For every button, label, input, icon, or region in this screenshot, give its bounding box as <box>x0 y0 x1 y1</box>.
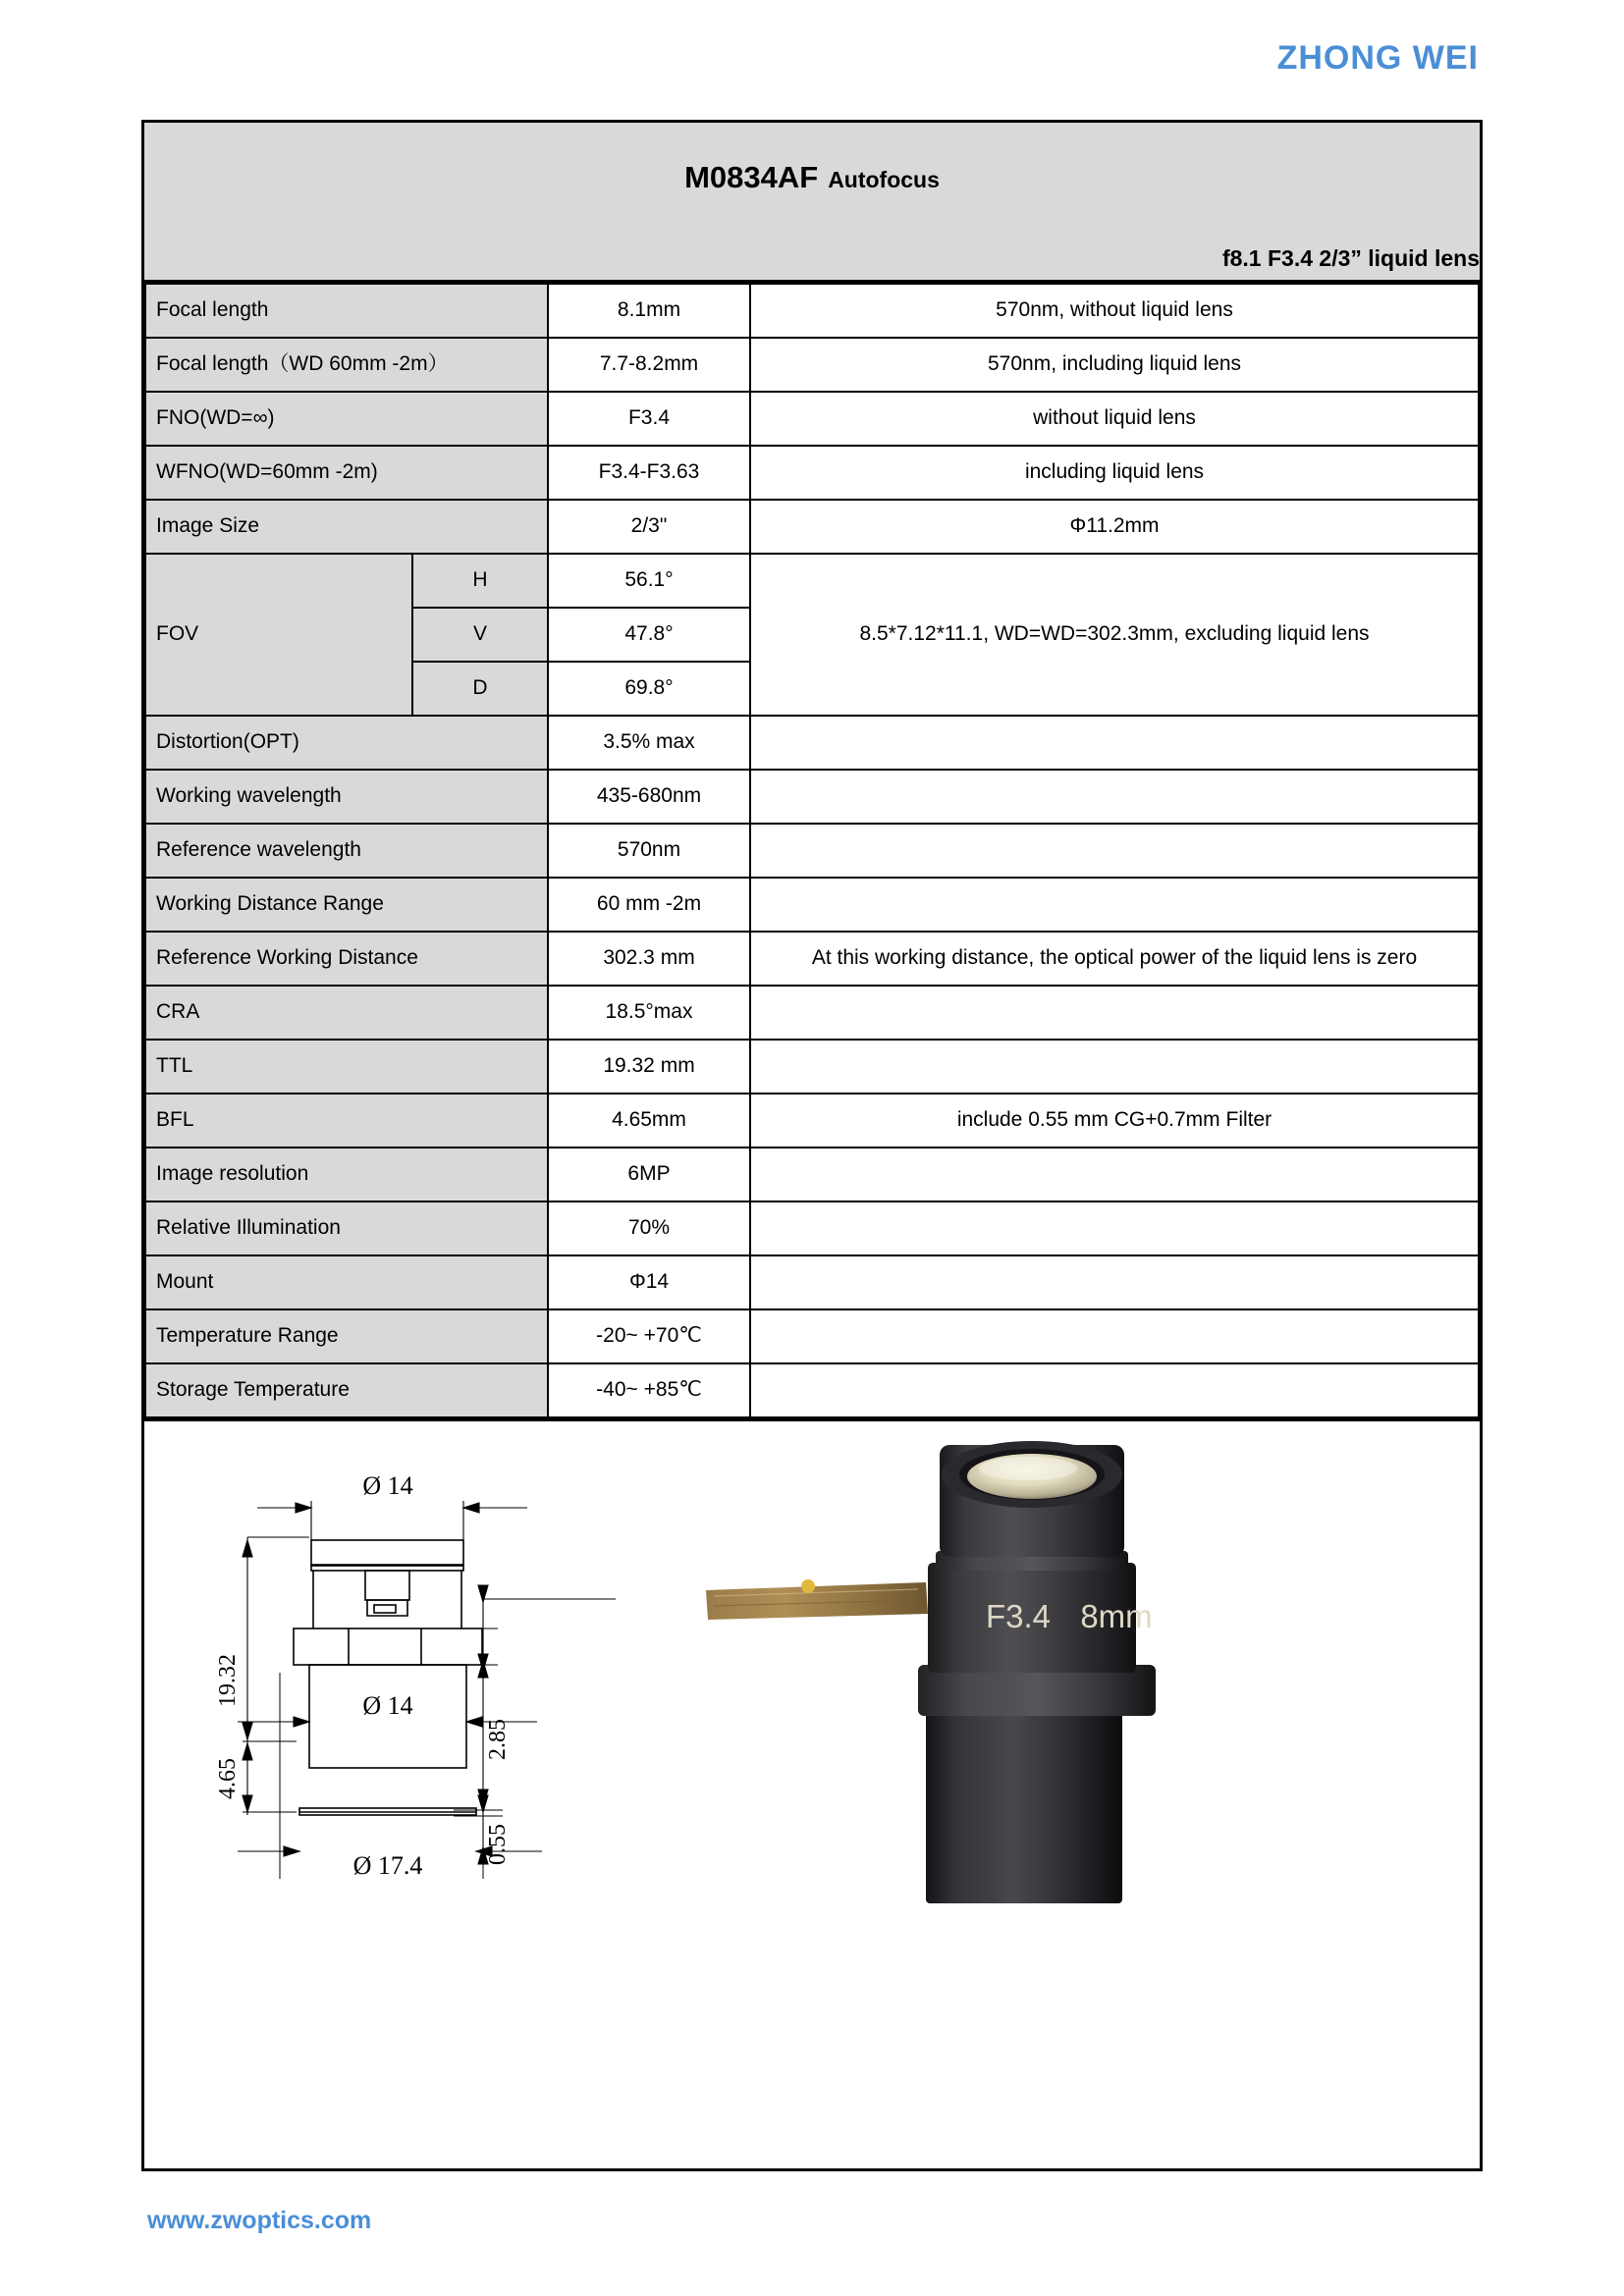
specification-table <box>144 283 1480 1418</box>
row-value: 302.3 mm <box>548 932 750 986</box>
row-value: 435-680nm <box>548 770 750 824</box>
fov-axis-value: 47.8° <box>548 608 750 662</box>
footer-website[interactable]: www.zwoptics.com <box>147 2207 372 2234</box>
row-label: Reference Working Distance <box>145 932 548 986</box>
dim-mid-diameter-label: Ø 14 <box>362 1691 413 1720</box>
row-note <box>750 1201 1479 1255</box>
model-name: M0834AF <box>684 160 819 194</box>
lens-product-image <box>694 1417 1264 1928</box>
row-note: 570nm, including liquid lens <box>750 338 1479 392</box>
table-row <box>145 824 1479 878</box>
row-label: Mount <box>145 1255 548 1309</box>
table-row <box>145 770 1479 824</box>
spec-table-body <box>145 284 1479 1417</box>
table-row <box>145 986 1479 1040</box>
row-value: 70% <box>548 1201 750 1255</box>
dim-right-lower-label: 0.55 <box>485 1824 511 1865</box>
table-row <box>145 1094 1479 1148</box>
table-row <box>145 1309 1479 1363</box>
row-note <box>750 878 1479 932</box>
table-row <box>145 932 1479 986</box>
lens-dimension-drawing <box>203 1427 616 1879</box>
row-value: 2/3" <box>548 500 750 554</box>
row-label: FNO(WD=∞) <box>145 392 548 446</box>
table-row <box>145 1040 1479 1094</box>
row-note: 570nm, without liquid lens <box>750 284 1479 338</box>
dim-bfl-label: 4.65 <box>215 1758 241 1799</box>
row-note: without liquid lens <box>750 392 1479 446</box>
row-note <box>750 770 1479 824</box>
row-label-fov: FOV <box>145 554 412 716</box>
row-label: CRA <box>145 986 548 1040</box>
table-row <box>145 1255 1479 1309</box>
row-note <box>750 986 1479 1040</box>
row-value: -20~ +70℃ <box>548 1309 750 1363</box>
row-label: Focal length（WD 60mm -2m） <box>145 338 548 392</box>
table-row <box>145 338 1479 392</box>
dim-bottom-diameter-label: Ø 17.4 <box>352 1851 423 1879</box>
lens-rear-barrel <box>926 1702 1122 1903</box>
dim-right-upper-label: 2.85 <box>485 1719 511 1760</box>
row-note: At this working distance, the optical power of the liquid lens is zero <box>750 932 1479 986</box>
flex-cable-icon <box>706 1579 928 1620</box>
row-value: 6MP <box>548 1148 750 1201</box>
row-note: including liquid lens <box>750 446 1479 500</box>
drawing-section <box>144 1418 1480 1978</box>
row-value: Φ14 <box>548 1255 750 1309</box>
row-value: 7.7-8.2mm <box>548 338 750 392</box>
row-value: 19.32 mm <box>548 1040 750 1094</box>
row-label: Image Size <box>145 500 548 554</box>
row-label: TTL <box>145 1040 548 1094</box>
dim-top-diameter-label: Ø 14 <box>362 1471 413 1500</box>
row-value: 60 mm -2m <box>548 878 750 932</box>
row-note-fov: 8.5*7.12*11.1, WD=WD=302.3mm, excluding liquid lens <box>750 554 1479 716</box>
row-label: Working wavelength <box>145 770 548 824</box>
row-note <box>750 1255 1479 1309</box>
table-row <box>145 1148 1479 1201</box>
datasheet-frame <box>141 120 1483 2171</box>
row-note <box>750 1148 1479 1201</box>
row-label: BFL <box>145 1094 548 1148</box>
photo-focal-marking: 8mm <box>1080 1598 1153 1634</box>
table-row <box>145 1363 1479 1417</box>
photo-aperture-marking: F3.4 <box>985 1598 1052 1634</box>
row-value: F3.4-F3.63 <box>548 446 750 500</box>
row-label: Reference wavelength <box>145 824 548 878</box>
row-value: 18.5°max <box>548 986 750 1040</box>
row-note: Φ11.2mm <box>750 500 1479 554</box>
row-label: Storage Temperature <box>145 1363 548 1417</box>
row-label: Distortion(OPT) <box>145 716 548 770</box>
fov-axis-label: V <box>412 608 548 662</box>
row-label: Focal length <box>145 284 548 338</box>
row-value: F3.4 <box>548 392 750 446</box>
cad-drawing <box>203 1427 616 1879</box>
row-note <box>750 1309 1479 1363</box>
row-value: -40~ +85℃ <box>548 1363 750 1417</box>
fov-axis-label: H <box>412 554 548 608</box>
lens-photo <box>694 1417 1264 1928</box>
row-label: Image resolution <box>145 1148 548 1201</box>
model-subtitle: Autofocus <box>828 167 940 192</box>
fov-axis-value: 56.1° <box>548 554 750 608</box>
table-row <box>145 392 1479 446</box>
table-row <box>145 284 1479 338</box>
row-label: Relative Illumination <box>145 1201 548 1255</box>
table-row <box>145 500 1479 554</box>
row-value: 3.5% max <box>548 716 750 770</box>
row-label: Temperature Range <box>145 1309 548 1363</box>
row-note <box>750 824 1479 878</box>
fov-axis-value: 69.8° <box>548 662 750 716</box>
title-block <box>144 123 1480 283</box>
row-label: Working Distance Range <box>145 878 548 932</box>
row-note <box>750 716 1479 770</box>
table-row <box>145 878 1479 932</box>
spec-summary: f8.1 F3.4 2/3” liquid lens <box>1221 245 1480 271</box>
row-value: 4.65mm <box>548 1094 750 1148</box>
dim-total-height-label: 19.32 <box>215 1654 241 1707</box>
page-title <box>144 160 1480 195</box>
row-note <box>750 1040 1479 1094</box>
table-row <box>145 716 1479 770</box>
brand-logo: ZHONG WEI <box>1276 39 1479 77</box>
row-note: include 0.55 mm CG+0.7mm Filter <box>750 1094 1479 1148</box>
row-value: 570nm <box>548 824 750 878</box>
fov-axis-label: D <box>412 662 548 716</box>
table-row-fov-h <box>145 554 1479 608</box>
row-note <box>750 1363 1479 1417</box>
table-row <box>145 446 1479 500</box>
table-row <box>145 1201 1479 1255</box>
row-value: 8.1mm <box>548 284 750 338</box>
row-label: WFNO(WD=60mm -2m) <box>145 446 548 500</box>
